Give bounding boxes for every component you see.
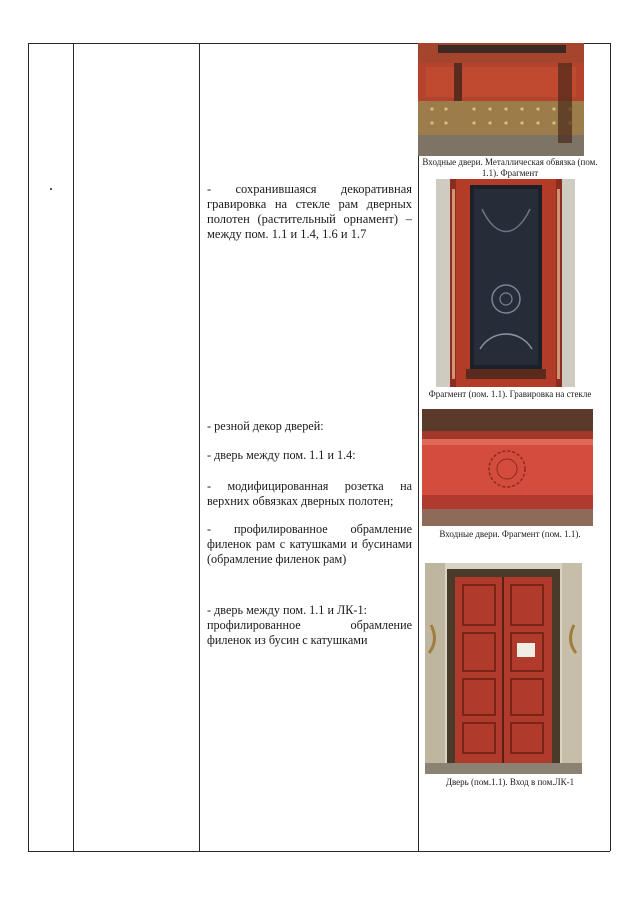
photo-glass-engraving bbox=[436, 179, 575, 387]
framing-text: - профилированное обрамление филенок рам с катушками и бусинами (обрамление филенок рам) bbox=[207, 522, 412, 566]
table-col-border-3 bbox=[199, 43, 200, 851]
door-2-description: профилированное обрамление филенок из бусин с катушками bbox=[207, 618, 412, 647]
carved-decor-title: - резной декор дверей: bbox=[207, 419, 324, 433]
table-col-border-4 bbox=[418, 43, 419, 851]
rosette-text: - модифицированная розетка на верхних обвязках дверных полотен; bbox=[207, 479, 412, 508]
door-1-label: - дверь между пом. 1.1 и 1.4: bbox=[207, 448, 356, 462]
door-2-label: - дверь между пом. 1.1 и ЛК-1: bbox=[207, 603, 367, 617]
scan-speck bbox=[50, 188, 52, 190]
glass-engraving-text: - сохранившаяся декоративная гравировка на стекле рам дверных полотен (растительный орнамент) – между пом. 1.1 и 1.4, 1.6 и 1.7 bbox=[207, 182, 412, 241]
caption-glass-engraving: Фрагмент (пом. 1.1). Гравировка на стекле bbox=[428, 389, 592, 399]
table-col-border-5 bbox=[610, 43, 611, 851]
photo-door-lk1 bbox=[425, 563, 582, 774]
caption-rosette: Входные двери. Фрагмент (пом. 1.1). bbox=[439, 529, 581, 539]
photo-metal-binding bbox=[418, 43, 584, 156]
table-bottom-border bbox=[28, 851, 610, 852]
table-col-border-1 bbox=[28, 43, 29, 851]
table-col-border-2 bbox=[73, 43, 74, 851]
photo-rosette bbox=[422, 409, 593, 526]
caption-metal-binding: Входные двери. Металлическая обвязка (пом. 1.1). Фрагмент bbox=[422, 157, 598, 178]
caption-door-lk1: Дверь (пом.1.1). Вход в пом.ЛК-1 bbox=[445, 777, 575, 787]
